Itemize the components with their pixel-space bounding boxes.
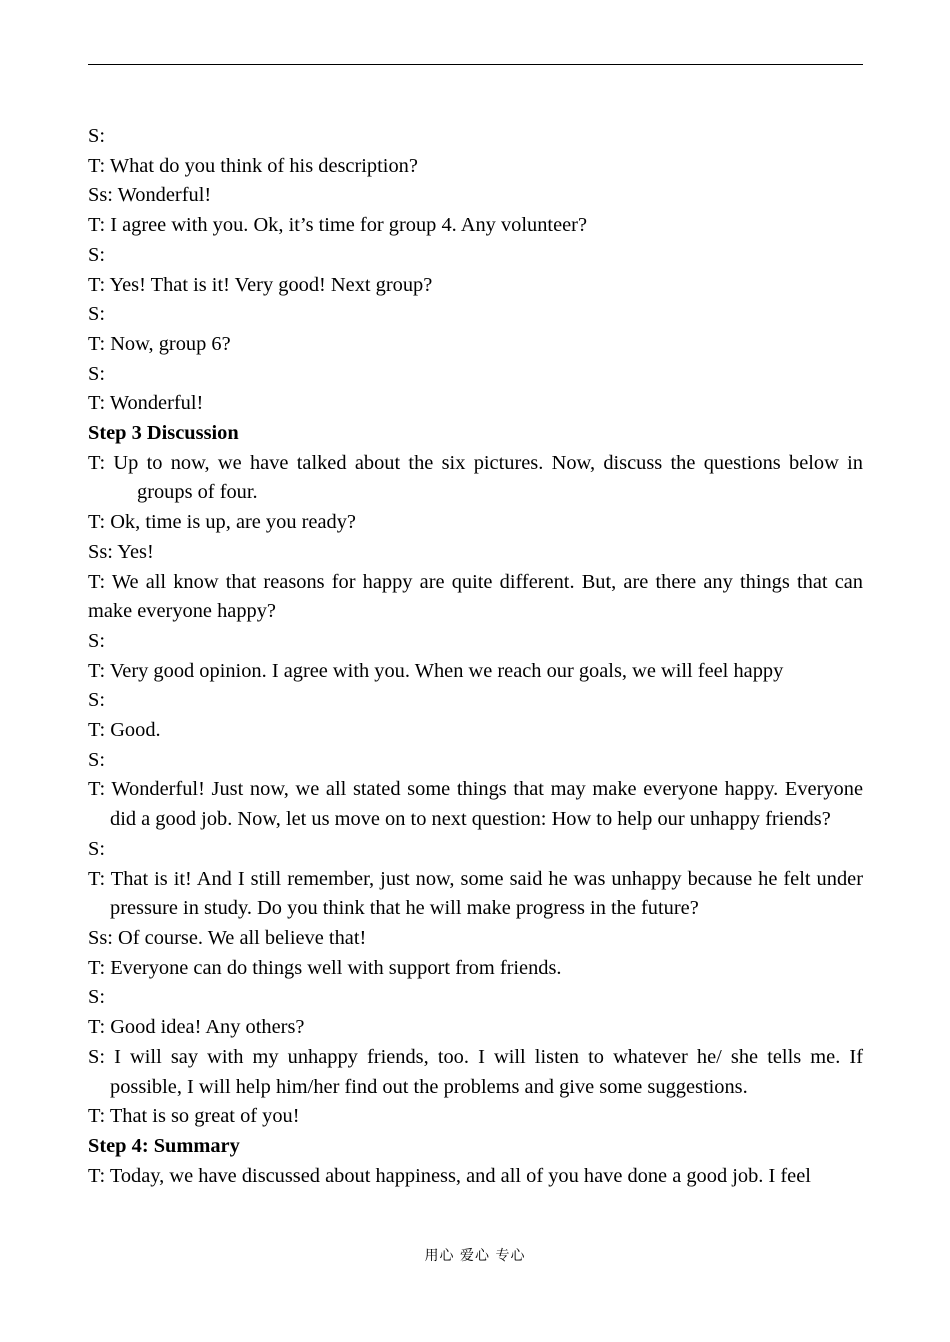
dialogue-line: S: — [88, 748, 106, 771]
dialogue-line: S: — [88, 837, 106, 860]
step3-heading: Step 3 Discussion — [88, 422, 239, 445]
dialogue-line: S: — [88, 303, 106, 326]
dialogue-line: T: Wonderful! — [88, 392, 204, 415]
dialogue-paragraph: S: I will say with my unhappy friends, too. I will listen to whatever he/ she tells me. If possible, I will help him/her find out the problems and give some suggestions. — [88, 1045, 863, 1098]
dialogue-paragraph: T: Wonderful! Just now, we all stated some things that may make everyone happy. Everyone did a good job. Now, let us move on to next question: How to help our unhappy friends? — [88, 778, 863, 831]
dialogue-line: Ss: Wonderful! — [88, 184, 212, 207]
dialogue-line: S: — [88, 362, 106, 385]
page-footer: 用心 爱心 专心 — [424, 1248, 526, 1264]
dialogue-line: Ss: Yes! — [88, 540, 154, 563]
dialogue-line: T: Very good opinion. I agree with you. When we reach our goals, we will feel happy — [88, 659, 784, 682]
dialogue-line: T: I agree with you. Ok, it’s time for group 4. Any volunteer? — [88, 214, 588, 237]
dialogue-line: T: Yes! That is it! Very good! Next group? — [88, 273, 433, 296]
dialogue-paragraph: T: That is it! And I still remember, just now, some said he was unhappy because he felt under pressure in study. Do you think that he will make progress in the future? — [88, 867, 863, 920]
step4-heading: Step 4: Summary — [88, 1134, 240, 1157]
dialogue-line: T: Everyone can do things well with support from friends. — [88, 956, 562, 979]
step3-intro: T: Up to now, we have talked about the six pictures. Now, discuss the questions below in groups of four. — [88, 451, 863, 504]
dialogue-line: T: Good idea! Any others? — [88, 1016, 305, 1039]
dialogue-paragraph: T: Today, we have discussed about happiness, and all of you have done a good job. I feel — [88, 1164, 811, 1187]
dialogue-line: T: Ok, time is up, are you ready? — [88, 511, 356, 534]
dialogue-line: T: What do you think of his description? — [88, 154, 418, 177]
dialogue-line: S: — [88, 689, 106, 712]
dialogue-line: T: That is so great of you! — [88, 1105, 300, 1128]
dialogue-line: S: — [88, 629, 106, 652]
dialogue-line: T: Now, group 6? — [88, 332, 231, 355]
dialogue-paragraph: T: We all know that reasons for happy are quite different. But, are there any things that can make everyone happy? — [88, 570, 863, 623]
dialogue-line: S: — [88, 125, 106, 147]
header-rule — [88, 64, 863, 65]
dialogue-line: S: — [88, 243, 106, 266]
dialogue-line: S: — [88, 986, 106, 1009]
document-body — [88, 122, 863, 1191]
dialogue-line: Ss: Of course. We all believe that! — [88, 926, 367, 949]
dialogue-line: T: Good. — [88, 719, 161, 742]
